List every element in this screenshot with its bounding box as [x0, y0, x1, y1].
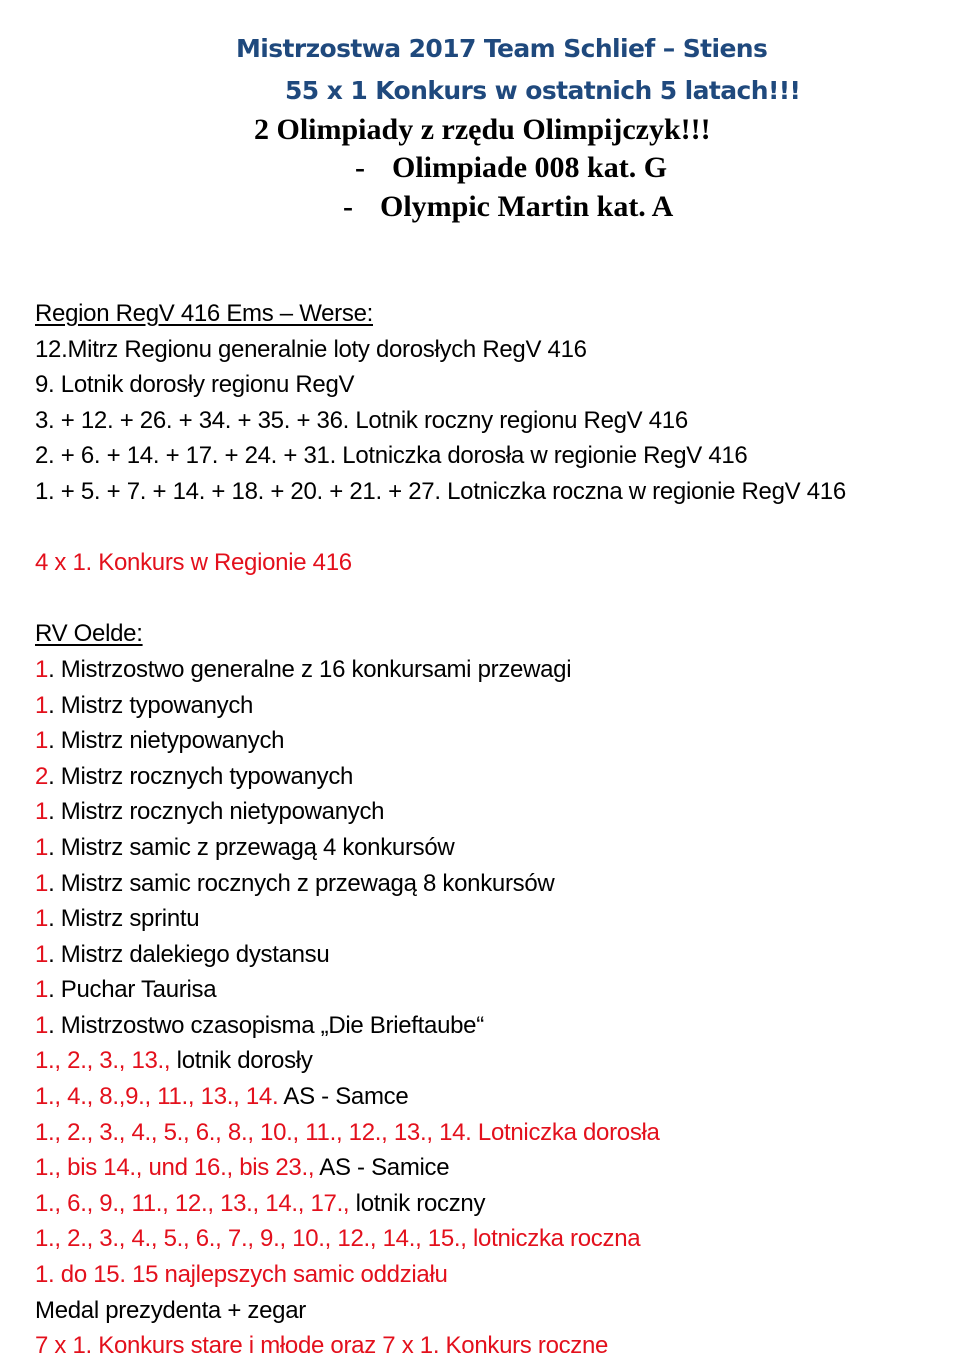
- region-summary: 4 x 1. Konkurs w Regionie 416: [35, 549, 352, 577]
- ranked-line: [35, 688, 846, 724]
- ranked-line: [35, 1008, 846, 1044]
- ranked-line: [35, 794, 846, 830]
- olympics-item-text: Olympic Martin kat. A: [380, 190, 674, 223]
- rank-text: . Mistrzostwo czasopisma „Die Brieftaube“: [48, 1011, 484, 1039]
- list-dash: -: [343, 190, 353, 223]
- placement-label: AS - Samce: [283, 1083, 409, 1111]
- placement-line: [35, 1079, 846, 1115]
- placement-places: 1., 2., 3., 4., 5., 6., 8., 10., 11., 12., 13., 14.: [35, 1118, 478, 1146]
- olympics-heading: 2 Olimpiady z rzędu Olimpijczyk!!!: [254, 113, 711, 146]
- ranked-line: [35, 652, 846, 688]
- list-dash: -: [355, 151, 365, 184]
- rank-number: 2: [35, 762, 49, 790]
- region-heading: Region RegV 416 Ems – Werse:: [35, 300, 373, 327]
- rank-text: . Puchar Taurisa: [48, 976, 217, 1004]
- placement-label: AS - Samice: [319, 1154, 450, 1182]
- ranked-line: [35, 901, 846, 937]
- ranked-line: [35, 937, 846, 973]
- ranked-line: [35, 830, 846, 866]
- placement-label: lotnik roczny: [355, 1189, 486, 1217]
- placement-places: 1., 4., 8.,9., 11., 13., 14.: [35, 1083, 284, 1111]
- olympics-item-text: Olimpiade 008 kat. G: [392, 151, 668, 184]
- placement-line: [35, 1257, 846, 1293]
- olympics-item-1: [355, 151, 667, 185]
- rank-number: 1: [35, 727, 49, 755]
- document-body: [35, 296, 846, 1364]
- placement-places: 1., 6., 9., 11., 12., 13., 14., 17.,: [35, 1189, 356, 1217]
- rank-number: 1: [35, 905, 49, 933]
- rank-number: 1: [35, 1011, 49, 1039]
- region-line: 3. + 12. + 26. + 34. + 35. + 36. Lotnik roczny regionu RegV 416: [35, 406, 688, 434]
- rank-number: 1: [35, 869, 49, 897]
- placement-places: 1., 2., 3., 13.,: [35, 1047, 177, 1075]
- placement-label: Lotniczka dorosła: [477, 1118, 660, 1146]
- placement-line: [35, 1150, 846, 1186]
- spacer: [35, 510, 846, 546]
- placement-places: 1. do 15. 15 najlepszych samic oddziału: [35, 1261, 448, 1289]
- spacer: [35, 581, 846, 617]
- rank-text: . Mistrz typowanych: [48, 691, 254, 719]
- olympics-item-2: [343, 190, 673, 224]
- rank-number: 1: [35, 940, 49, 968]
- ranked-line: [35, 759, 846, 795]
- rank-text: . Mistrz dalekiego dystansu: [48, 940, 330, 968]
- title-line-2: 55 x 1 Konkurs w ostatnich 5 latach!!!: [285, 76, 801, 105]
- region-line: 2. + 6. + 14. + 17. + 24. + 31. Lotniczka dorosła w regionie RegV 416: [35, 442, 748, 470]
- placement-label: lotnik dorosły: [176, 1047, 313, 1075]
- rank-text: . Mistrz rocznych nietypowanych: [48, 798, 385, 826]
- rank-text: . Mistrz samic rocznych z przewagą 8 konkursów: [48, 869, 555, 897]
- rank-text: . Mistrz sprintu: [48, 905, 200, 933]
- rank-number: 1: [35, 655, 49, 683]
- title-line-1: Mistrzostwa 2017 Team Schlief – Stiens: [236, 34, 768, 63]
- rv-heading: RV Oelde:: [35, 620, 143, 648]
- medal-line: Medal prezydenta + zegar: [35, 1296, 306, 1324]
- region-line: 12.Mitrz Regionu generalnie loty dorosłych RegV 416: [35, 335, 587, 363]
- rank-number: 1: [35, 833, 49, 861]
- rank-text: . Mistrz rocznych typowanych: [48, 762, 354, 790]
- placement-line: [35, 1115, 846, 1151]
- placement-line: [35, 1186, 846, 1222]
- ranked-line: [35, 972, 846, 1008]
- ranked-line: [35, 723, 846, 759]
- rank-number: 1: [35, 976, 49, 1004]
- rank-text: . Mistrz samic z przewagą 4 konkursów: [48, 833, 455, 861]
- rank-text: . Mistrz nietypowanych: [48, 727, 285, 755]
- placement-line: [35, 1221, 846, 1257]
- ranked-line: [35, 866, 846, 902]
- region-line: 1. + 5. + 7. + 14. + 18. + 20. + 21. + 27. Lotniczka roczna w regionie RegV 416: [35, 477, 846, 505]
- rank-number: 1: [35, 798, 49, 826]
- rv-summary: 7 x 1. Konkurs stare i młode oraz 7 x 1. Konkurs roczne: [35, 1332, 609, 1360]
- rank-text: . Mistrzostwo generalne z 16 konkursami przewagi: [48, 655, 572, 683]
- placement-label: lotniczka roczna: [473, 1225, 641, 1253]
- placement-line: [35, 1043, 846, 1079]
- rank-number: 1: [35, 691, 49, 719]
- region-line: 9. Lotnik dorosły regionu RegV: [35, 371, 355, 399]
- placement-places: 1., 2., 3., 4., 5., 6., 7., 9., 10., 12., 14., 15.,: [35, 1225, 474, 1253]
- placement-places: 1., bis 14., und 16., bis 23.,: [35, 1154, 320, 1182]
